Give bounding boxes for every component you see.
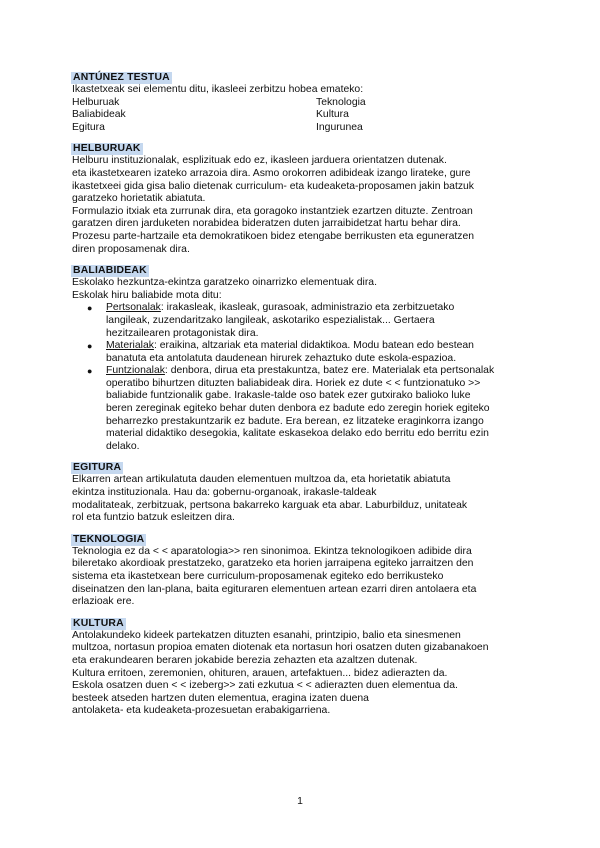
element-item: Helburuak — [72, 96, 120, 108]
text-line: besteek atseden hartzen duten elementua, eragina izaten duena — [72, 692, 369, 704]
element-item: Baliabideak — [72, 109, 126, 121]
text-line: bileretako akordioak prestatzeko, garatzeko eta horien jarraipena egiteko jarraitzen den — [72, 558, 474, 570]
text-line: ekintza instituzionala. Hau da: gobernu-organoak, irakasle-taldeak — [72, 487, 377, 499]
list-item-materialak — [87, 340, 532, 365]
text-line: Elkarren artean artikulatuta dauden elementuen multzoa da, eta horietatik abiatuta — [72, 474, 451, 486]
text-line: diseinatzen den lan-plana, baita egituraren elementuen artean ezarri diren antolaera eta — [72, 583, 477, 595]
antunez-intro: Ikastetxeak sei elementu ditu, ikasleei zerbitzu hobea emateko: — [72, 84, 364, 95]
section-antunez — [72, 72, 532, 134]
list-item-pertsonalak — [87, 302, 532, 340]
text-line: erlazioak ere. — [72, 596, 135, 608]
heading-teknologia: TEKNOLOGIA — [73, 533, 145, 545]
text-line: ikastetxeei gida gisa balio dietenak curriculum- eta kudeaketa-proposamen jakin batzuk — [72, 180, 474, 192]
element-item: Teknologia — [316, 96, 366, 108]
text-line: material didaktiko desegokia, kalitate eskasekoa delako edo berritu edo berritu ezin — [106, 428, 489, 440]
section-kultura — [72, 618, 532, 718]
document-page — [72, 72, 532, 727]
bullet-icon: ● — [87, 303, 93, 314]
elements-list — [72, 97, 532, 135]
page-number: 1 — [297, 796, 303, 807]
bullet-icon: ● — [87, 366, 93, 377]
text-line: diren proposamenak dira. — [72, 243, 190, 255]
text-line: Teknologia ez da < < aparatologia>> ren sinonimoa. Ekintza teknologikoen adibide dira — [72, 545, 472, 557]
text-line: : denbora, dirua eta prestakuntza, batez ere. Materialak eta pertsonalak — [164, 365, 495, 377]
text-line: multzoa, nortasun propioa ematen diotenak eta nortasun hori osatzen duten gizabanakoen — [72, 642, 489, 654]
text-line: beren zereginak egiteko behar duten denbora ez badute edo zeregin horiek egiteko — [106, 403, 490, 415]
text-line: Eskola osatzen duen < < izeberg>> zati ezkutua < < adierazten duen elementua da. — [72, 680, 458, 692]
text-line: : eraikina, altzariak eta material didaktikoa. Modu batean edo bestean — [153, 340, 474, 352]
text-line: baliabide funtzionalik gabe. Irakasle-talde oso batek ezer gutxirako balioko luke — [106, 390, 471, 402]
term-pertsonalak: Pertsonalak — [106, 302, 161, 314]
text-line: eta erakundearen beraren jokabide berezia zehazten eta azaltzen dutenak. — [72, 654, 418, 666]
heading-helburuak: HELBURUAK — [73, 143, 141, 155]
element-item: Ingurunea — [316, 121, 363, 133]
text-line: rol eta funtzio batzuk esleitzen dira. — [72, 512, 235, 524]
text-line: Helburu instituzionalak, esplizituak edo ez, ikasleen jarduera orientatzen dutenak. — [72, 155, 447, 167]
text-line: Eskolako hezkuntza-ekintza garatzeko oinarrizko elementuak dira. — [72, 277, 377, 289]
text-line: garatzen diren jarduketen norabidea bideratzen duten jarraibidetzat hartu behar dira. — [72, 218, 461, 230]
element-item: Kultura — [316, 109, 349, 121]
bullet-icon: ● — [87, 341, 93, 352]
element-item: Egitura — [72, 121, 105, 133]
text-line: sistema eta ikastetxean bere curriculum-proposamenak egiteko edo berrikusteko — [72, 571, 444, 582]
text-line: Antolakundeko kideek partekatzen dituzten esanahi, printzipio, balio eta sinesmenen — [72, 629, 461, 641]
text-line: modalitateak, zerbitzuak, pertsona bakarreko karguak eta abar. Laburbilduz, unitateak — [72, 499, 468, 511]
section-teknologia — [72, 534, 532, 609]
term-funtzionalak: Funtzionalak — [106, 365, 165, 377]
text-line: hezitzailearen protagonistak dira. — [106, 327, 259, 339]
resource-types-list — [72, 302, 532, 453]
section-baliabideak — [72, 265, 532, 453]
heading-antunez: ANTÚNEZ TESTUA — [73, 72, 170, 83]
text-line: garatzeko horietatik abiatuta. — [72, 193, 206, 205]
text-line: Formulazio itxiak eta zurrunak dira, eta goragoko instantziek ezartzen dituzte. Zentroan — [72, 205, 473, 217]
text-line: antolaketa- eta kudeaketa-prozesuetan erabakigarriena. — [72, 705, 331, 717]
text-line: operatibo bihurtzen dituzten baliabideak dira. Horiek ez dute < < funtzionatuko >> — [106, 377, 481, 389]
heading-kultura: KULTURA — [73, 617, 124, 629]
text-line: langileak, zuzendaritzako langileak, askotariko espezialistak... Gertaera — [106, 314, 435, 326]
term-materialak: Materialak — [106, 340, 154, 352]
text-line: eta ikastetxearen izateko arrazoia dira. Asmo orokorren adibideak izango lirateke, gure — [72, 167, 471, 179]
text-line: Kultura erritoen, zeremonien, ohituren, arauen, artefaktuen... bidez adierazten da. — [72, 667, 448, 679]
text-line: banatuta eta antolatuta daudenean hirurek zehaztuko dute eskola-espazioa. — [106, 352, 457, 364]
list-item-funtzionalak — [87, 365, 532, 453]
text-line: delako. — [106, 440, 140, 452]
text-line: Eskolak hiru baliabide mota ditu: — [72, 289, 222, 301]
heading-baliabideak: BALIABIDEAK — [73, 265, 147, 277]
section-helburuak — [72, 143, 532, 256]
heading-egitura: EGITURA — [73, 462, 122, 474]
text-line: beharrezko prestakuntzarik ez badute. Era berean, ez litzateke eraginkorra izango — [106, 415, 484, 427]
section-egitura — [72, 462, 532, 524]
text-line: Prozesu parte-hartzaile eta demokratikoen bidez etengabe berrikusten eta eguneratzen — [72, 230, 475, 242]
text-line: : irakasleak, ikasleak, gurasoak, administrazio eta zerbitzuetako — [160, 302, 455, 314]
